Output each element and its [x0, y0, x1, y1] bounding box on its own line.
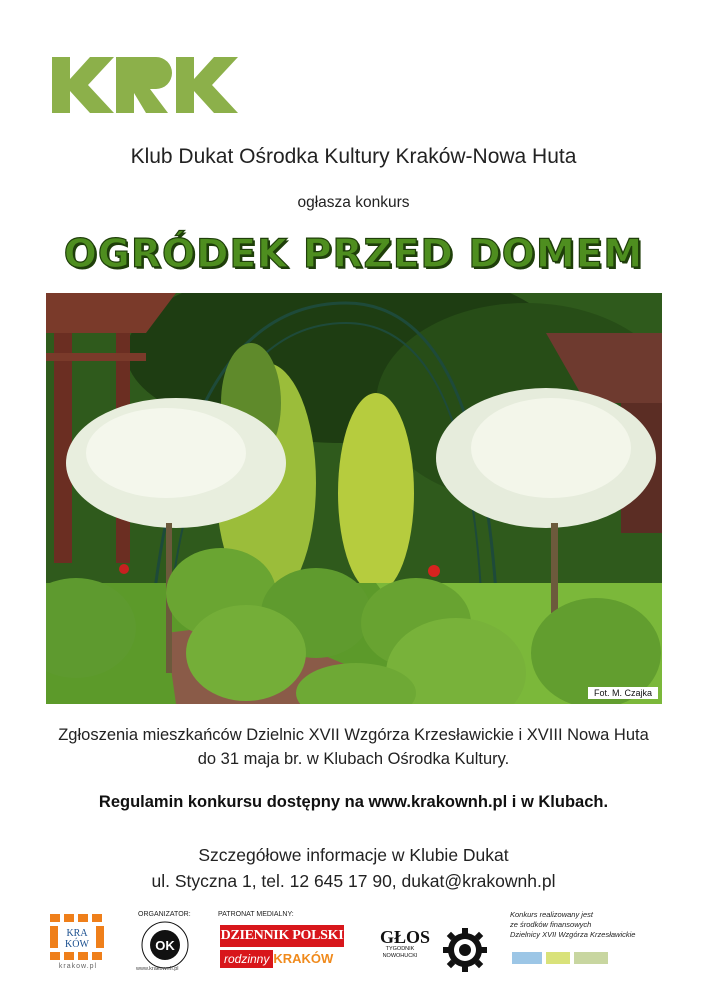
krakow-logo-text-top: KRA [66, 928, 88, 939]
rodzinny-krakow-logo [220, 950, 364, 970]
ok-url: www.krakownh.pl [136, 966, 179, 972]
submission-line-2: do 31 maja br. w Klubach Ośrodka Kultury. [197, 750, 510, 768]
ok-logo [140, 920, 190, 970]
svg-text:OK: OK [155, 938, 175, 953]
gear-emblem-icon [443, 928, 487, 972]
krk-logo [52, 57, 238, 113]
contest-title: OGRÓDEK PRZED DOMEM [63, 232, 644, 277]
organizer-label: ORGANIZATOR: [138, 911, 191, 918]
club-name: Klub Dukat Ośrodka Kultury Kraków-Nowa Huta [130, 145, 577, 168]
submission-info [0, 723, 707, 771]
funding-line-2: ze środków finansowych [510, 920, 592, 929]
submission-line-1: Zgłoszenia mieszkańców Dzielnic XVII Wzgórza Krzesławickie i XVIII Nowa Huta [58, 726, 649, 744]
funding-line-1: Konkurs realizowany jest [510, 910, 593, 919]
dziennik-polski-logo: DZIENNIK POLSKI [220, 925, 344, 947]
krakow-url: krakow.pl [58, 963, 98, 970]
garden-photo [46, 293, 662, 704]
rodzinny-text: rodzinny [220, 950, 273, 968]
krakow-text: KRAKÓW [273, 951, 334, 966]
krakow-city-logo [50, 914, 104, 960]
glos-logo [380, 927, 431, 960]
glos-title: GŁOS [380, 927, 431, 947]
media-patron-label: PATRONAT MEDIALNY: [218, 911, 294, 918]
funding-line-3: Dzielnicy XVII Wzgórza Krzesławickie [510, 930, 636, 939]
funding-note [510, 910, 670, 940]
glos-subtitle: TYGODNIK NOWOHUCKI [382, 946, 418, 959]
contact-line-2: ul. Styczna 1, tel. 12 645 17 90, dukat@krakownh.pl [151, 871, 556, 891]
rules-notice: Regulamin konkursu dostępny na www.krakownh.pl i w Klubach. [98, 793, 609, 811]
announcement: ogłasza konkurs [297, 194, 410, 211]
contact-info [0, 842, 707, 894]
district-logo [512, 948, 608, 968]
contact-line-1: Szczegółowe informacje w Klubie Dukat [198, 845, 509, 865]
krakow-logo-text-bottom: KÓW [65, 939, 89, 950]
photo-credit: Fot. M. Czajka [588, 687, 658, 699]
